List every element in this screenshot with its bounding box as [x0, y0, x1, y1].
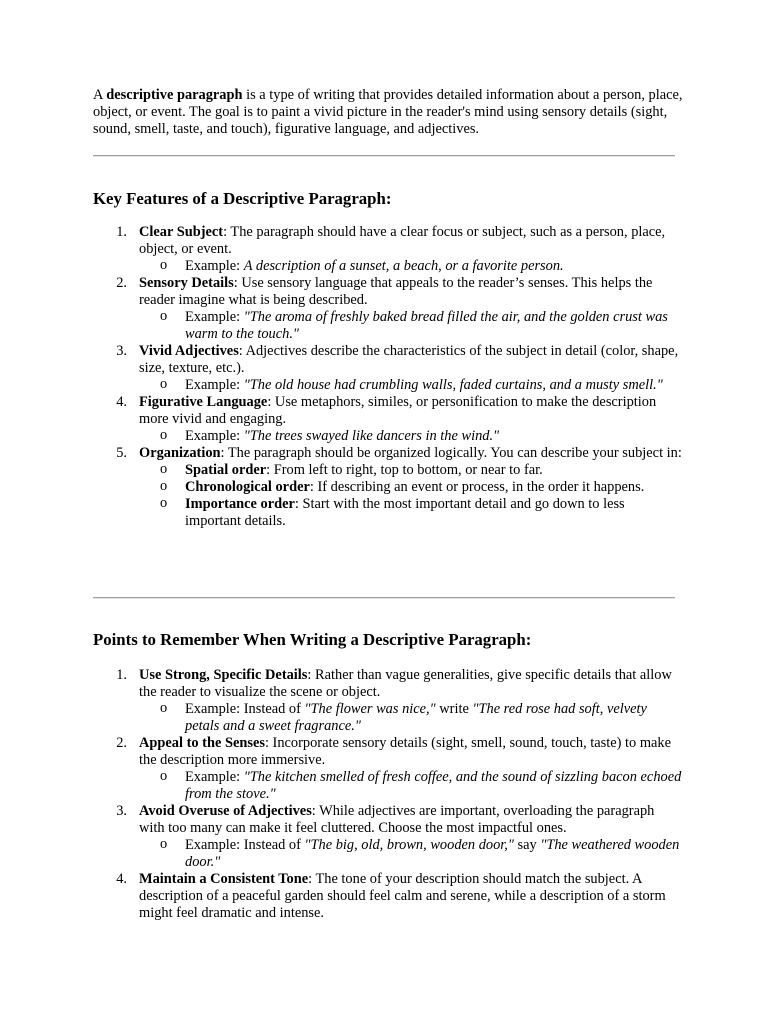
list-number: 2.	[116, 735, 127, 751]
sub-list	[139, 309, 683, 343]
item-title: Organization	[139, 445, 221, 461]
intro-prefix: A	[93, 87, 107, 103]
item-title: Vivid Adjectives	[139, 343, 239, 359]
list-number: 4.	[116, 871, 127, 887]
points-list	[93, 667, 683, 922]
intro-term: descriptive paragraph	[106, 87, 243, 103]
example-label: Example:	[185, 769, 244, 785]
example-label: Example:	[185, 428, 244, 444]
subitem-text: : Start with the most important detail and go down to less important details.	[185, 496, 625, 529]
list-item	[93, 735, 683, 803]
bullet-icon: o	[160, 478, 168, 494]
example-label: Example: Instead of	[185, 837, 305, 853]
points-heading: Points to Remember When Writing a Descriptive Paragraph:	[93, 630, 532, 649]
bullet-icon: o	[160, 495, 168, 511]
sub-list-item	[139, 701, 683, 735]
sub-list	[139, 462, 683, 530]
bullet-icon: o	[160, 376, 168, 392]
list-number: 3.	[116, 803, 127, 819]
subitem-title: Importance order	[185, 496, 295, 512]
list-item	[93, 871, 683, 922]
list-number: 4.	[116, 394, 127, 410]
list-number: 3.	[116, 343, 127, 359]
sub-list	[139, 377, 683, 394]
bullet-icon: o	[160, 700, 168, 716]
sub-list	[139, 428, 683, 445]
item-text: : While adjectives are important, overloading the paragraph with too many can make it feel cluttered. Choose the most impactful ones.	[139, 803, 655, 836]
list-item	[93, 224, 683, 275]
item-title: Maintain a Consistent Tone	[139, 871, 309, 887]
example-connector: say	[513, 837, 541, 853]
example-label: Example:	[185, 258, 244, 274]
list-number: 5.	[116, 445, 127, 461]
sub-list-item	[139, 309, 683, 343]
example-text: A description of a sunset, a beach, or a favorite person.	[243, 258, 564, 274]
list-item	[93, 445, 683, 530]
sub-list-item	[139, 496, 683, 530]
bullet-icon: o	[160, 427, 168, 443]
item-title: Sensory Details	[139, 275, 234, 291]
item-title: Clear Subject	[139, 224, 224, 240]
bullet-icon: o	[160, 308, 168, 324]
bullet-icon: o	[160, 461, 168, 477]
subitem-text: : If describing an event or process, in the order it happens.	[309, 479, 645, 495]
subitem-title: Chronological order	[185, 479, 310, 495]
list-number: 1.	[116, 667, 127, 683]
intro-text: is a type of writing that provides detailed information about a person, place, object, or event. The goal is to paint a vivid picture in the reader's mind using sensory details (sight, sound, smell, taste, and touch), figurative language, and adjectives.	[93, 87, 683, 137]
item-text: : Use metaphors, similes, or personification to make the description more vivid and engaging.	[139, 394, 657, 427]
example-text: "The trees swayed like dancers in the wind."	[243, 428, 500, 444]
item-title: Figurative Language	[139, 394, 268, 410]
sub-list	[139, 701, 683, 735]
sub-list-item	[139, 428, 683, 445]
list-number: 1.	[116, 224, 127, 240]
bullet-icon: o	[160, 257, 168, 273]
horizontal-rule	[93, 597, 675, 599]
list-number: 2.	[116, 275, 127, 291]
item-text: : The paragraph should be organized logically. You can describe your subject in:	[220, 445, 682, 461]
example-vague: "The flower was nice,"	[304, 701, 436, 717]
item-text: : The tone of your description should match the subject. A description of a peaceful garden should feel calm and serene, while a description of a storm might feel dramatic and intense.	[139, 871, 666, 921]
sub-list-item	[139, 769, 683, 803]
item-title: Appeal to the Senses	[139, 735, 265, 751]
bullet-icon: o	[160, 836, 168, 852]
item-text: : Use sensory language that appeals to the reader’s senses. This helps the reader imagine what is being described.	[139, 275, 653, 308]
list-item	[93, 275, 683, 343]
subitem-title: Spatial order	[185, 462, 267, 478]
sub-list-item	[139, 258, 683, 275]
sub-list	[139, 258, 683, 275]
sub-list-item	[139, 837, 683, 871]
list-item	[93, 667, 683, 735]
example-connector: write	[435, 701, 473, 717]
features-heading: Key Features of a Descriptive Paragraph:	[93, 189, 392, 208]
sub-list	[139, 769, 683, 803]
list-item	[93, 394, 683, 445]
example-label: Example:	[185, 309, 244, 325]
sub-list-item	[139, 479, 683, 496]
item-title: Avoid Overuse of Adjectives	[139, 803, 312, 819]
item-text: : Incorporate sensory details (sight, smell, sound, touch, taste) to make the description more immersive.	[139, 735, 671, 768]
example-better: "The weathered wooden door."	[185, 837, 680, 870]
example-better: "The red rose had soft, velvety petals and a sweet fragrance."	[185, 701, 647, 734]
horizontal-rule	[93, 155, 675, 157]
list-item	[93, 343, 683, 394]
example-text: "The kitchen smelled of fresh coffee, and the sound of sizzling bacon echoed from the stove."	[185, 769, 682, 802]
example-label: Example:	[185, 377, 244, 393]
features-list	[93, 224, 683, 530]
bullet-icon: o	[160, 768, 168, 784]
sub-list-item	[139, 462, 683, 479]
item-text: : The paragraph should have a clear focus or subject, such as a person, place, object, or event.	[139, 224, 666, 257]
example-label: Example: Instead of	[185, 701, 305, 717]
subitem-text: : From left to right, top to bottom, or near to far.	[266, 462, 543, 478]
example-text: "The old house had crumbling walls, faded curtains, and a musty smell."	[243, 377, 663, 393]
intro-paragraph	[93, 87, 683, 138]
item-text: : Rather than vague generalities, give specific details that allow the reader to visualize the scene or object.	[139, 667, 672, 700]
sub-list-item	[139, 377, 683, 394]
example-text: "The aroma of freshly baked bread filled the air, and the golden crust was warm to the touch."	[185, 309, 668, 342]
sub-list	[139, 837, 683, 871]
example-vague: "The big, old, brown, wooden door,"	[304, 837, 514, 853]
list-item	[93, 803, 683, 871]
item-title: Use Strong, Specific Details	[139, 667, 308, 683]
item-text: : Adjectives describe the characteristics of the subject in detail (color, shape, size, texture, etc.).	[139, 343, 679, 376]
